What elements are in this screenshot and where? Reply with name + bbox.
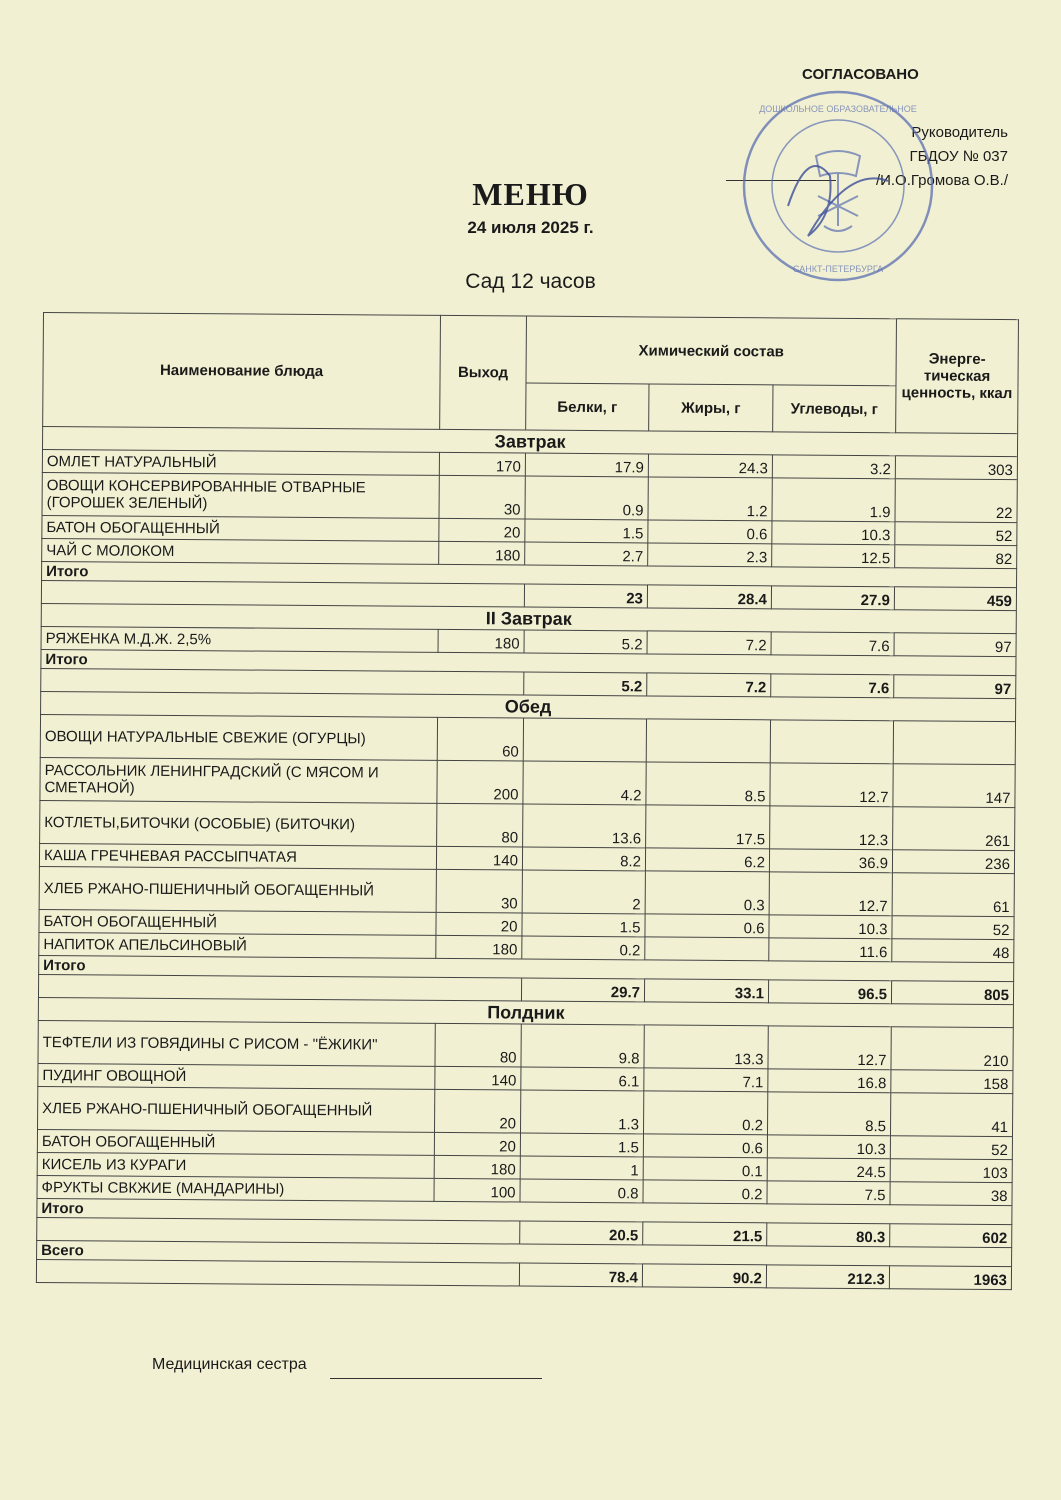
dish-fat: 13.3 — [644, 1025, 768, 1069]
table-row — [40, 800, 1015, 850]
header-chem: Химический состав — [526, 316, 896, 386]
total-protein: 29.7 — [521, 978, 644, 1002]
dish-carb: 7.5 — [767, 1181, 890, 1205]
dish-name: РАССОЛЬНИК ЛЕНИНГРАДСКИЙ (С МЯСОМ И СМЕТАНОЙ) — [40, 757, 437, 803]
table-row — [40, 757, 1015, 807]
dish-fat: 0.1 — [643, 1157, 767, 1181]
total-energy: 602 — [890, 1224, 1012, 1248]
dish-energy: 41 — [891, 1093, 1013, 1137]
total-protein: 5.2 — [524, 672, 647, 696]
header-output: Выход — [440, 315, 527, 430]
dish-fat: 17.5 — [646, 805, 770, 849]
dish-protein: 2 — [522, 870, 645, 914]
total-label: Итого — [41, 649, 1016, 675]
dish-output: 100 — [434, 1178, 520, 1202]
dish-energy — [893, 721, 1015, 765]
dish-carb: 36.9 — [769, 849, 892, 873]
dish-carb: 12.3 — [770, 806, 893, 850]
dish-output: 30 — [436, 869, 522, 913]
dish-fat: 1.2 — [648, 477, 772, 521]
dish-output: 170 — [439, 452, 525, 476]
total-protein: 23 — [524, 584, 647, 608]
total-fat: 21.5 — [643, 1222, 767, 1246]
header-protein: Белки, г — [526, 383, 649, 431]
approval-org: ГБДОУ № 037 — [909, 148, 1008, 165]
dish-protein: 1.3 — [520, 1090, 643, 1134]
total-label: Итого — [39, 955, 1014, 981]
dish-energy: 210 — [891, 1027, 1013, 1071]
dish-fat: 7.2 — [647, 631, 771, 655]
nurse-label: Медицинская сестра — [152, 1356, 307, 1373]
dish-output: 80 — [437, 803, 523, 847]
dish-protein: 6.1 — [521, 1067, 644, 1091]
table-row — [42, 472, 1017, 522]
dish-name: БАТОН ОБОГАЩЕННЫЙ — [39, 909, 436, 935]
dish-energy: 97 — [894, 633, 1016, 657]
dish-output: 20 — [439, 518, 525, 542]
total-energy: 805 — [891, 981, 1013, 1005]
total-carb: 7.6 — [771, 674, 894, 698]
dish-energy: 52 — [895, 522, 1017, 546]
dish-carb: 16.8 — [768, 1069, 891, 1093]
total-label: Итого — [37, 1198, 1012, 1224]
dish-energy: 52 — [892, 916, 1014, 940]
dish-carb: 12.5 — [772, 544, 895, 568]
total-fat: 28.4 — [647, 585, 771, 609]
dish-fat: 6.2 — [645, 848, 769, 872]
group-label: Сад 12 часов — [465, 270, 596, 293]
dish-output: 30 — [439, 475, 525, 519]
total-carb: 27.9 — [771, 586, 894, 610]
dish-carb: 12.7 — [770, 763, 893, 807]
dish-carb: 10.3 — [769, 915, 892, 939]
approval-role: Руководитель — [911, 124, 1008, 141]
total-energy: 459 — [894, 587, 1016, 611]
dish-name: ПУДИНГ ОВОЩНОЙ — [38, 1063, 435, 1089]
grand-total-carb: 212.3 — [766, 1265, 889, 1289]
dish-energy: 61 — [892, 873, 1014, 917]
total-label: Итого — [42, 561, 1017, 587]
section-title: Обед — [41, 691, 1016, 721]
header-name: Наименование блюда — [43, 313, 441, 430]
dish-carb: 24.5 — [767, 1158, 890, 1182]
dish-carb: 11.6 — [769, 938, 892, 962]
dish-carb: 3.2 — [772, 455, 895, 479]
svg-text:САНКТ-ПЕТЕРБУРГА: САНКТ-ПЕТЕРБУРГА — [792, 264, 884, 274]
table-row — [38, 1020, 1013, 1070]
dish-carb: 8.5 — [767, 1092, 890, 1136]
dish-energy: 303 — [895, 456, 1017, 480]
dish-protein: 4.2 — [523, 761, 646, 805]
dish-energy: 22 — [895, 479, 1017, 523]
page-title: МЕНЮ — [472, 176, 589, 212]
dish-energy: 158 — [891, 1070, 1013, 1094]
dish-carb: 7.6 — [771, 632, 894, 656]
header-fat: Жиры, г — [649, 384, 773, 432]
dish-name: КОТЛЕТЫ,БИТОЧКИ (ОСОБЫЕ) (БИТОЧКИ) — [40, 800, 437, 846]
nurse-signature-line — [330, 1378, 542, 1379]
table-row — [40, 714, 1015, 764]
dish-name: РЯЖЕНКА М.Д.Ж. 2,5% — [41, 626, 438, 652]
dish-name: ТЕФТЕЛИ ИЗ ГОВЯДИНЫ С РИСОМ - "ЁЖИКИ" — [38, 1020, 435, 1066]
dish-energy: 103 — [890, 1159, 1012, 1183]
dish-name: ФРУКТЫ СВКЖИЕ (МАНДАРИНЫ) — [37, 1175, 434, 1201]
dish-name: НАПИТОК АПЕЛЬСИНОВЫЙ — [39, 932, 436, 958]
dish-protein: 1.5 — [520, 1133, 643, 1157]
table-row — [39, 866, 1014, 916]
dish-carb: 10.3 — [772, 521, 895, 545]
dish-output: 180 — [434, 1155, 520, 1179]
dish-fat: 0.6 — [648, 520, 772, 544]
dish-output: 20 — [434, 1132, 520, 1156]
dish-name: ХЛЕБ РЖАНО-ПШЕНИЧНЫЙ ОБОГАЩЕННЫЙ — [38, 1086, 435, 1132]
total-fat: 7.2 — [647, 673, 771, 697]
dish-name: ОВОЩИ НАТУРАЛЬНЫЕ СВЕЖИЕ (ОГУРЦЫ) — [40, 714, 437, 760]
dish-protein: 1.5 — [522, 913, 645, 937]
grand-total-spacer — [36, 1259, 519, 1286]
grand-total-fat: 90.2 — [642, 1264, 766, 1288]
dish-name: КИСЕЛЬ ИЗ КУРАГИ — [37, 1152, 434, 1178]
dish-output: 140 — [435, 1066, 521, 1090]
dish-carb — [770, 720, 893, 764]
menu-table — [36, 312, 1019, 1290]
dish-protein: 1.5 — [525, 519, 648, 543]
dish-fat — [645, 937, 769, 961]
dish-energy: 236 — [892, 850, 1014, 874]
total-fat: 33.1 — [644, 979, 768, 1003]
dish-protein: 17.9 — [525, 453, 648, 477]
dish-name: КАША ГРЕЧНЕВАЯ РАССЫПЧАТАЯ — [39, 843, 436, 869]
dish-output: 200 — [437, 760, 523, 804]
dish-name: БАТОН ОБОГАЩЕННЫЙ — [42, 515, 439, 541]
total-carb: 80.3 — [767, 1223, 890, 1247]
grand-total-label: Всего — [37, 1240, 1012, 1266]
section-title: Полдник — [38, 997, 1013, 1027]
dish-output: 140 — [436, 846, 522, 870]
header-carb: Углеводы, г — [773, 385, 896, 433]
dish-carb: 10.3 — [767, 1135, 890, 1159]
dish-fat: 0.3 — [645, 871, 769, 915]
dish-energy: 38 — [890, 1182, 1012, 1206]
svg-text:ДОШКОЛЬНОЕ ОБРАЗОВАТЕЛЬНОЕ: ДОШКОЛЬНОЕ ОБРАЗОВАТЕЛЬНОЕ — [759, 104, 917, 114]
dish-fat: 0.6 — [643, 1134, 767, 1158]
dish-fat: 7.1 — [644, 1068, 768, 1092]
dish-fat — [646, 719, 770, 763]
dish-protein: 1 — [520, 1156, 643, 1180]
dish-fat: 8.5 — [646, 762, 770, 806]
dish-name: ХЛЕБ РЖАНО-ПШЕНИЧНЫЙ ОБОГАЩЕННЫЙ — [39, 866, 436, 912]
dish-energy: 261 — [893, 807, 1015, 851]
dish-fat: 0.2 — [643, 1180, 767, 1204]
dish-protein: 9.8 — [521, 1024, 644, 1068]
header-energy: Энерге-тическая ценность, ккал — [896, 319, 1019, 434]
dish-energy: 48 — [892, 939, 1014, 963]
dish-output: 80 — [435, 1023, 521, 1067]
dish-fat: 24.3 — [648, 454, 772, 478]
dish-output: 180 — [439, 541, 525, 565]
dish-fat: 0.2 — [643, 1091, 767, 1135]
dish-protein: 2.7 — [525, 542, 648, 566]
total-protein: 20.5 — [520, 1221, 643, 1245]
approval-heading: СОГЛАСОВАНО — [802, 66, 919, 83]
approval-signer: /И.О.Громова О.В./ — [875, 172, 1008, 189]
dish-protein: 13.6 — [523, 804, 646, 848]
dish-protein: 0.9 — [525, 476, 648, 520]
menu-body — [36, 427, 1017, 1290]
dish-energy: 147 — [893, 764, 1015, 808]
dish-name: ОВОЩИ КОНСЕРВИРОВАННЫЕ ОТВАРНЫЕ (ГОРОШЕК ЗЕЛЕНЫЙ) — [42, 472, 439, 518]
dish-output: 60 — [437, 717, 523, 761]
dish-energy: 52 — [890, 1136, 1012, 1160]
dish-fat: 0.6 — [645, 914, 769, 938]
dish-protein — [523, 718, 646, 762]
dish-carb: 12.7 — [769, 872, 892, 916]
dish-output: 20 — [434, 1089, 520, 1133]
dish-name: ЧАЙ С МОЛОКОМ — [42, 538, 439, 564]
dish-carb: 1.9 — [772, 478, 895, 522]
total-energy: 97 — [894, 675, 1016, 699]
dish-name: ОМЛЕТ НАТУРАЛЬНЫЙ — [42, 449, 439, 475]
dish-output: 20 — [436, 912, 522, 936]
section-title: Завтрак — [42, 427, 1017, 457]
dish-output: 180 — [436, 935, 522, 959]
dish-name: БАТОН ОБОГАЩЕННЫЙ — [37, 1129, 434, 1155]
dish-energy: 82 — [895, 545, 1017, 569]
dish-protein: 8.2 — [522, 847, 645, 871]
dish-protein: 5.2 — [524, 630, 647, 654]
total-carb: 96.5 — [768, 980, 891, 1004]
dish-fat: 2.3 — [648, 543, 772, 567]
dish-protein: 0.8 — [520, 1179, 643, 1203]
grand-total-protein: 78.4 — [519, 1263, 642, 1287]
menu-date: 24 июля 2025 г. — [467, 218, 594, 237]
dish-carb: 12.7 — [768, 1026, 891, 1070]
table-row — [38, 1086, 1013, 1136]
grand-total-energy: 1963 — [889, 1266, 1011, 1290]
section-title: II Завтрак — [41, 603, 1016, 633]
dish-output: 180 — [438, 629, 524, 653]
dish-protein: 0.2 — [522, 936, 645, 960]
